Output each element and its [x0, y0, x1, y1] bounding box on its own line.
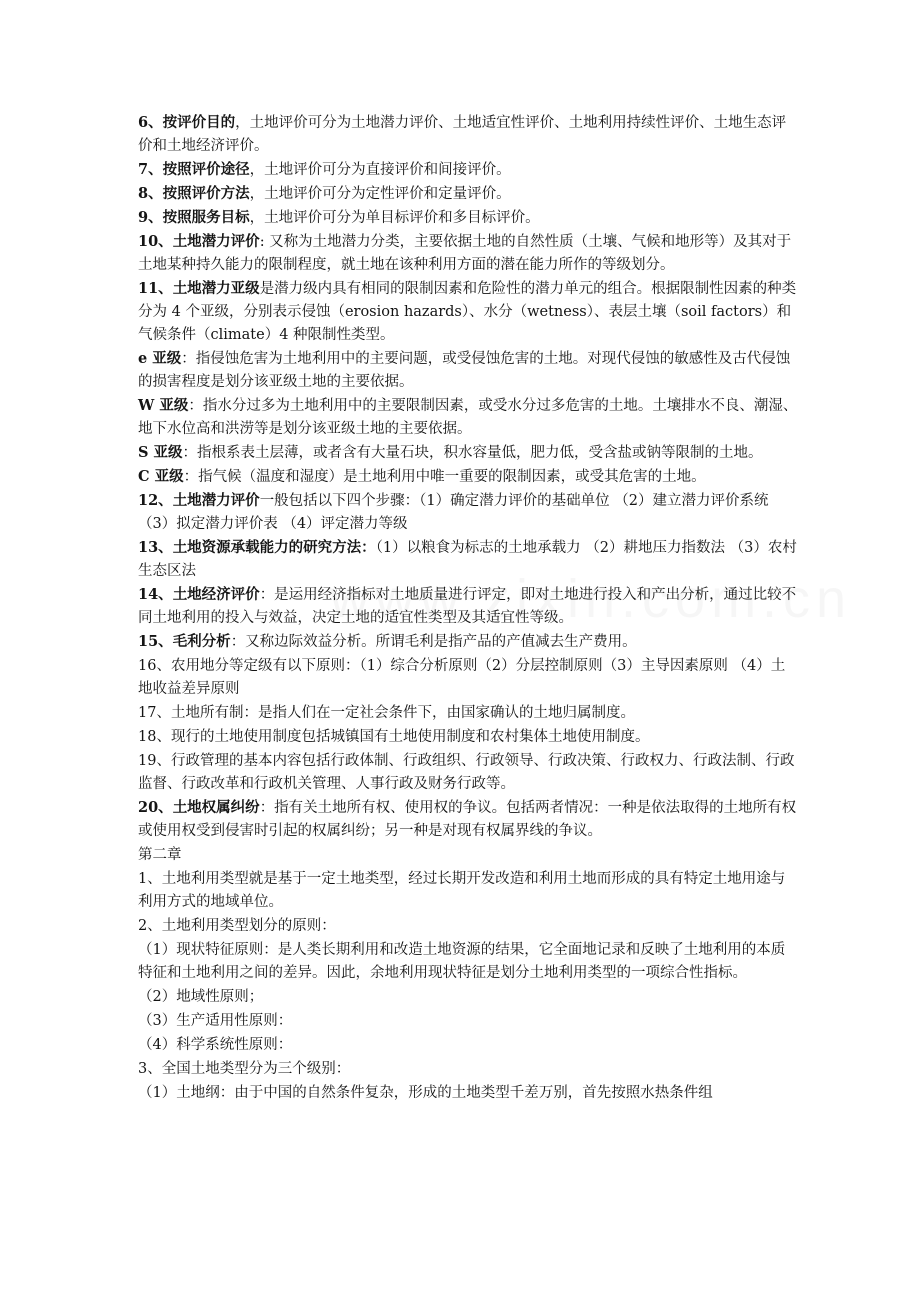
paragraph-text: : 又称为土地潜力分类，主要依据土地的自然性质（土壤、气候和地形等）及其对于土地某种持久能力的限制程度，就土地在该种利用方面的潜在能力所作的等级划分。 — [138, 234, 792, 273]
paragraph-number: （4） — [138, 1037, 177, 1053]
paragraph — [138, 843, 798, 867]
paragraph-term: e 亚级 — [138, 350, 182, 367]
paragraph-term: 土地权属纠纷 — [172, 799, 260, 816]
paragraph-term: 土地经济评价 — [172, 586, 260, 603]
paragraph-text: 农用地分等定级有以下原则：（1）综合分析原则（2）分层控制原则（3）主导因素原则 （4）土地收益差异原则 — [138, 658, 786, 697]
paragraph-term: 土地资源承载能力的研究方法： — [172, 539, 376, 556]
paragraph-number: 11、 — [138, 280, 173, 297]
paragraph-number: 1、 — [138, 871, 162, 887]
paragraph-text: 地域性原则； — [176, 989, 264, 1005]
paragraph-text: 第二章 — [138, 847, 182, 863]
paragraph-text: ：指水分过多为土地利用中的主要限制因素，或受水分过多危害的土地。土壤排水不良、潮湿、地下水位高和洪涝等是划分该亚级土地的主要依据。 — [138, 398, 798, 437]
paragraph — [138, 938, 798, 985]
paragraph — [138, 347, 798, 394]
paragraph-term: S 亚级 — [138, 444, 183, 461]
paragraph-number: 20、 — [138, 799, 173, 816]
paragraph-term: 按评价目的 — [162, 114, 236, 131]
paragraph — [138, 111, 798, 158]
paragraph — [138, 701, 798, 725]
paragraph-number: 18、 — [138, 729, 171, 745]
paragraph-number: 13、 — [138, 539, 173, 556]
paragraph-term: C 亚级 — [138, 468, 184, 485]
paragraph — [138, 796, 798, 843]
paragraph-text: ，土地评价可分为单目标评价和多目标评价。 — [249, 210, 540, 226]
paragraph-text: ：指气候（温度和湿度）是土地利用中唯一重要的限制因素，或受其危害的土地。 — [183, 469, 706, 485]
paragraph — [138, 1009, 798, 1033]
paragraph-term: 土地潜力评价 — [172, 233, 260, 250]
paragraph — [138, 985, 798, 1009]
paragraph — [138, 158, 798, 182]
paragraph — [138, 277, 798, 347]
paragraph-text: ：指有关土地所有权、使用权的争议。包括两者情况：一种是依法取得的土地所有权或使用权受到侵害时引起的权属纠纷；另一种是对现有权属界线的争议。 — [138, 800, 797, 839]
paragraph — [138, 206, 798, 230]
paragraph — [138, 1081, 798, 1105]
paragraph-text: 全国土地类型分为三个级别： — [161, 1061, 351, 1077]
paragraph-text: 现状特征原则：是人类长期利用和改造土地资源的结果，它全面地记录和反映了土地利用的本质特征和土地利用之间的差异。因此，余地利用现状特征是划分土地利用类型的一项综合性指标。 — [138, 942, 786, 981]
paragraph-text: ：又称边际效益分析。所谓毛利是指产品的产值减去生产费用。 — [230, 634, 637, 650]
paragraph-number: 7、 — [138, 161, 163, 178]
paragraph — [138, 630, 798, 654]
paragraph — [138, 654, 798, 701]
paragraph — [138, 441, 798, 465]
paragraph — [138, 1057, 798, 1081]
paragraph-text: ：指侵蚀危害为土地利用中的主要问题，或受侵蚀危害的土地。对现代侵蚀的敏感性及古代侵蚀的损害程度是划分该亚级土地的主要依据。 — [138, 351, 791, 390]
paragraph-text: 土地利用类型划分的原则： — [161, 918, 336, 934]
paragraph-text: （1）以粮食为标志的土地承载力 （2）耕地压力指数法 （3）农村生态区法 — [138, 540, 797, 579]
paragraph-text: 一般包括以下四个步骤：（1）确定潜力评价的基础单位 （2）建立潜力评价系统 （3）拟定潜力评价表 （4）评定潜力等级 — [138, 493, 769, 532]
paragraph-term: 土地潜力评价 — [172, 492, 260, 509]
paragraph-term: 土地潜力亚级 — [172, 280, 260, 297]
paragraph-number: 16、 — [138, 658, 171, 674]
paragraph-term: 毛利分析 — [172, 633, 231, 650]
paragraph-number: （1） — [138, 1085, 177, 1101]
paragraph-number: 19、 — [138, 753, 171, 769]
paragraph-text: ，土地评价可分为直接评价和间接评价。 — [249, 162, 511, 178]
paragraph-number: 12、 — [138, 492, 173, 509]
paragraph-text: ：是运用经济指标对土地质量进行评定，即对土地进行投入和产出分析，通过比较不同土地利用的投入与效益，决定土地的适宜性类型及其适宜性等级。 — [138, 587, 797, 626]
paragraph-text: 土地纲：由于中国的自然条件复杂，形成的土地类型千差万别，首先按照水热条件组 — [176, 1085, 713, 1101]
paragraph-text: ，土地评价可分为土地潜力评价、土地适宜性评价、土地利用持续性评价、土地生态评价和土地经济评价。 — [138, 115, 787, 154]
paragraph — [138, 583, 798, 630]
paragraph-text: 土地利用类型就是基于一定土地类型，经过长期开发改造和利用土地而形成的具有特定土地用途与利用方式的地域单位。 — [138, 871, 786, 910]
paragraph-text: 生产适用性原则： — [176, 1013, 293, 1029]
paragraph-number: 10、 — [138, 233, 173, 250]
paragraph-number: 15、 — [138, 633, 173, 650]
paragraph-term: W 亚级 — [138, 397, 189, 414]
paragraph-number: （2） — [138, 989, 177, 1005]
document-body — [138, 111, 798, 1105]
paragraph-term: 按照服务目标 — [162, 209, 250, 226]
paragraph — [138, 182, 798, 206]
paragraph — [138, 1033, 798, 1057]
paragraph — [138, 394, 798, 441]
paragraph-text: 行政管理的基本内容包括行政体制、行政组织、行政领导、行政决策、行政权力、行政法制、行政监督、行政改革和行政机关管理、人事行政及财务行政等。 — [138, 753, 795, 792]
paragraph-number: 3、 — [138, 1061, 162, 1077]
paragraph — [138, 489, 798, 536]
paragraph-number: 2、 — [138, 918, 162, 934]
paragraph-text: 是潜力级内具有相同的限制因素和危险性的潜力单元的组合。根据限制性因素的种类分为 4 个亚级，分别表示侵蚀（erosion hazards）、水分（wetness）、表层土壤（soil factors）和气候条件（climate）4 种限制性类型。 — [138, 281, 797, 343]
paragraph — [138, 749, 798, 796]
paragraph-text: 现行的土地使用制度包括城镇国有土地使用制度和农村集体土地使用制度。 — [170, 729, 650, 745]
paragraph — [138, 725, 798, 749]
paragraph-number: 8、 — [138, 185, 163, 202]
paragraph — [138, 230, 798, 277]
paragraph — [138, 867, 798, 914]
paragraph — [138, 914, 798, 938]
paragraph-text: ：指根系表土层薄，或者含有大量石块，积水容量低，肥力低，受含盐或钠等限制的土地。 — [182, 445, 763, 461]
paragraph-number: 17、 — [138, 705, 171, 721]
paragraph-text: 科学系统性原则： — [176, 1037, 293, 1053]
paragraph-term: 按照评价方法 — [162, 185, 250, 202]
paragraph-text: 土地所有制：是指人们在一定社会条件下，由国家确认的土地归属制度。 — [170, 705, 635, 721]
paragraph — [138, 536, 798, 583]
paragraph-number: 9、 — [138, 209, 163, 226]
paragraph-text: ，土地评价可分为定性评价和定量评价。 — [249, 186, 511, 202]
paragraph — [138, 465, 798, 489]
paragraph-number: （1） — [138, 942, 177, 958]
paragraph-term: 按照评价途径 — [162, 161, 250, 178]
paragraph-number: 14、 — [138, 586, 173, 603]
paragraph-number: （3） — [138, 1013, 177, 1029]
paragraph-number: 6、 — [138, 114, 163, 131]
